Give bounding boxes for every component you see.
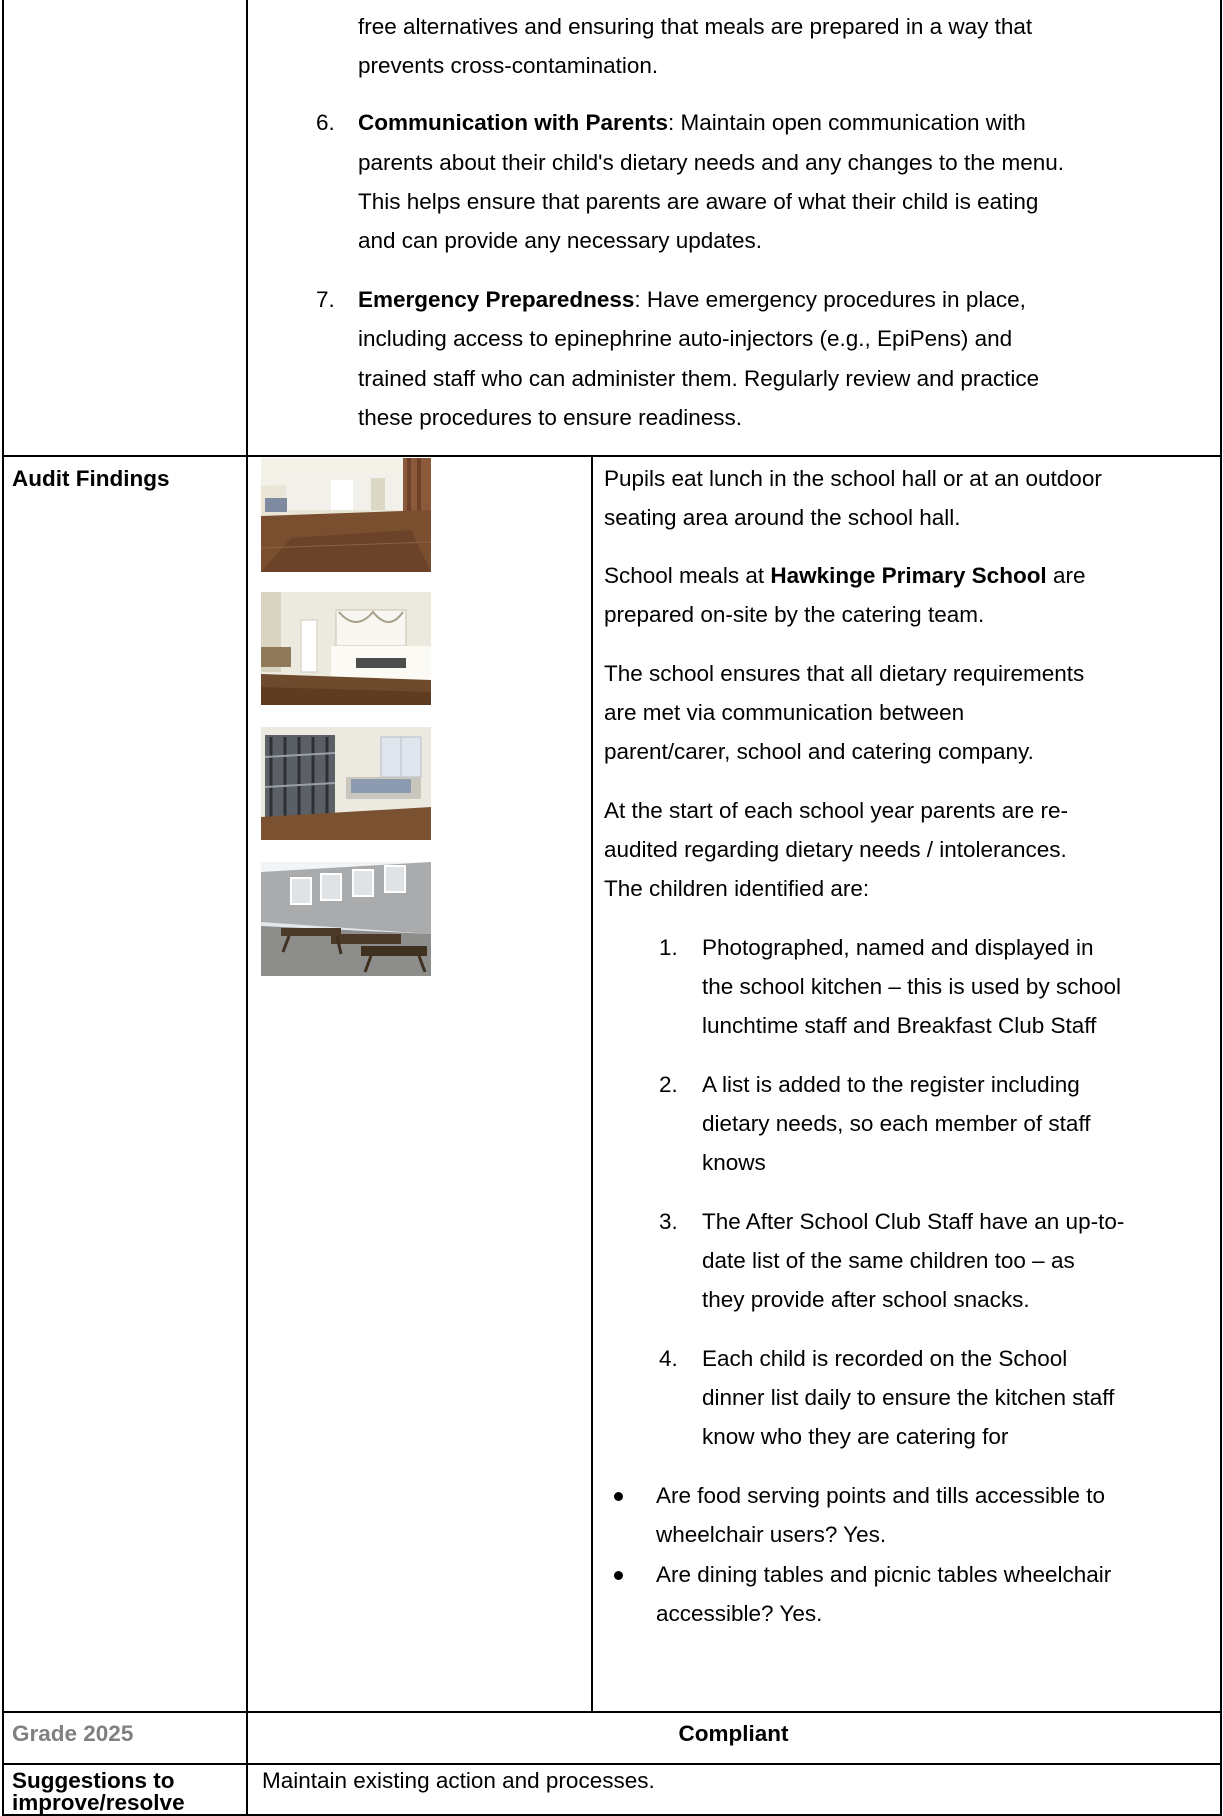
list-item-line: This helps ensure that parents are aware of what their child is eating (358, 189, 1039, 214)
bullet-icon (614, 1571, 623, 1580)
list-item-text: : Have emergency procedures in place, (634, 287, 1026, 312)
bullet-item-line: Are dining tables and picnic tables wheelchair (656, 1562, 1112, 1587)
list-number: 1. (659, 935, 678, 960)
list-number: 7. (316, 287, 335, 312)
outdoor-picnic-tables-photo (261, 862, 431, 976)
audit-paragraph-line: School meals at Hawkinge Primary School are (604, 563, 1086, 588)
audit-paragraph-line: seating area around the school hall. (604, 505, 961, 530)
audit-paragraph-line: parent/carer, school and catering company. (604, 739, 1034, 764)
row-divider-grade (2, 1711, 1222, 1713)
list-item-line: lunchtime staff and Breakfast Club Staff (702, 1013, 1097, 1038)
list-number: 6. (316, 110, 335, 135)
audit-paragraph-line: Pupils eat lunch in the school hall or at an outdoor (604, 466, 1102, 491)
table-left-border (2, 0, 4, 1816)
stacked-tables-photo (261, 727, 431, 840)
audit-paragraph-line: The school ensures that all dietary requirements (604, 661, 1085, 686)
bullet-item-line: accessible? Yes. (656, 1601, 823, 1626)
suggestions-label: Suggestions to (12, 1768, 175, 1793)
list-item-line: including access to epinephrine auto-injectors (e.g., EpiPens) and (358, 326, 1013, 351)
grade-value: Compliant (678, 1721, 789, 1746)
list-item-text: : Maintain open communication with (668, 110, 1026, 135)
list-item-line: trained staff who can administer them. Regularly review and practice (358, 366, 1040, 391)
row-divider-suggestions (2, 1763, 1222, 1765)
school-hall-photo (261, 458, 431, 572)
photo-column-divider (591, 455, 593, 1711)
suggestions-value: Maintain existing action and processes. (262, 1768, 655, 1793)
list-number: 3. (659, 1209, 678, 1234)
list-item-line: date list of the same children too – as (702, 1248, 1075, 1273)
audit-paragraph-line: The children identified are: (604, 876, 870, 901)
label-column-divider (246, 0, 248, 1816)
list-item-line: The After School Club Staff have an up-to- (702, 1209, 1125, 1234)
bullet-item-line: wheelchair users? Yes. (656, 1522, 887, 1547)
list-continuation-line: prevents cross-contamination. (358, 53, 659, 78)
bullet-item-line: Are food serving points and tills accessible to (656, 1483, 1105, 1508)
audit-findings-label: Audit Findings (12, 466, 170, 491)
audit-paragraph-line: At the start of each school year parents are re- (604, 798, 1068, 823)
suggestions-label: improve/resolve (12, 1790, 185, 1815)
list-number: 4. (659, 1346, 678, 1371)
bullet-icon (614, 1492, 623, 1501)
table-bottom-border (2, 1814, 1222, 1816)
list-continuation-line: free alternatives and ensuring that meals are prepared in a way that (358, 14, 1033, 39)
grade-label: Grade 2025 (12, 1721, 134, 1746)
list-item-line: A list is added to the register including (702, 1072, 1080, 1097)
list-item-line: dietary needs, so each member of staff (702, 1111, 1091, 1136)
list-item-line (358, 107, 1026, 139)
table-right-border (1220, 0, 1222, 1816)
list-item-line: Photographed, named and displayed in (702, 935, 1094, 960)
list-item-line (358, 284, 1026, 316)
list-item-title: Communication with Parents (358, 110, 669, 135)
list-number: 2. (659, 1072, 678, 1097)
list-item-line: know who they are catering for (702, 1424, 1009, 1449)
list-item-line: knows (702, 1150, 766, 1175)
list-item-line: parents about their child's dietary needs and any changes to the menu. (358, 150, 1065, 175)
row-divider-audit (2, 455, 1222, 457)
list-item-line: these procedures to ensure readiness. (358, 405, 742, 430)
list-item-line: they provide after school snacks. (702, 1287, 1030, 1312)
audit-paragraph-line: audited regarding dietary needs / intolerances. (604, 837, 1067, 862)
audit-paragraph-line: are met via communication between (604, 700, 965, 725)
serving-hatch-photo (261, 592, 431, 705)
audit-paragraph-line: prepared on-site by the catering team. (604, 602, 985, 627)
list-item-title: Emergency Preparedness (358, 287, 635, 312)
school-name: Hawkinge Primary School (770, 563, 1047, 588)
list-item-line: Each child is recorded on the School (702, 1346, 1068, 1371)
list-item-line: the school kitchen – this is used by school (702, 974, 1121, 999)
list-item-line: and can provide any necessary updates. (358, 228, 763, 253)
list-item-line: dinner list daily to ensure the kitchen staff (702, 1385, 1115, 1410)
